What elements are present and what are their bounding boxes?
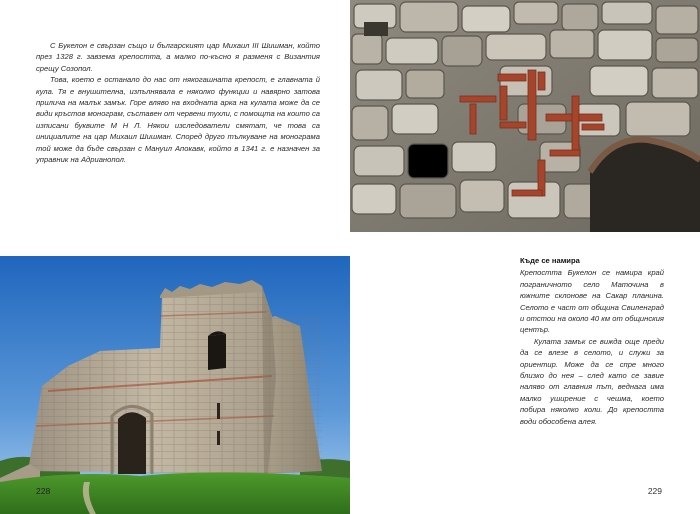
brick-monogram-photo: [350, 0, 700, 232]
location-paragraph-1: Крепостта Букелон се намира край пограничното село Маточина в южните склонове на Сакар планина. Селото е част от община Свиленград и отстои на около 40 км от общинския център.: [520, 268, 664, 335]
page-number-right: 229: [647, 486, 662, 496]
fortress-tower-photo: [0, 256, 350, 514]
location-paragraph-2: Кулата замък се вижда още преди да се влезе в селото, и служи за ориентир. Може да се спре много близко до нея – след като се завие наляво от главния път, веднага има малко уширение с чешма, което побира няколко коли. До крепостта води обособена алея.: [520, 336, 664, 426]
history-paragraph-1: С Букелон е свързан също и българският цар Михаил III Шишман, който през 1328 г. завзема крепостта, а малко по-късно я разменя с Византия срещу Созопол.: [36, 41, 320, 73]
location-section: [520, 255, 664, 427]
history-text: [36, 40, 320, 165]
history-paragraph-2: Това, което е останало до нас от някогашната крепост, е главната й кула. Тя е внушителна, изпълнявала е няколко функции и навярно затова прилича на малък замък. Горе вляво на входната арка на кулата може да се види кръстов монограм, съставен от червени тухли, с помощта на които са изписани буквите М Н Л. Някои изследователи смятат, че това са инициалите на цар Михаил Шишман. Според друго тълкуване на монограма той може да бъде свързан с Мануил Апокавк, който в 1341 г. е назначен за управник на Адрианопол.: [36, 75, 320, 165]
location-heading: Къде се намира: [520, 256, 580, 265]
page-number-left: 228: [36, 486, 51, 496]
right-page: [350, 0, 700, 514]
